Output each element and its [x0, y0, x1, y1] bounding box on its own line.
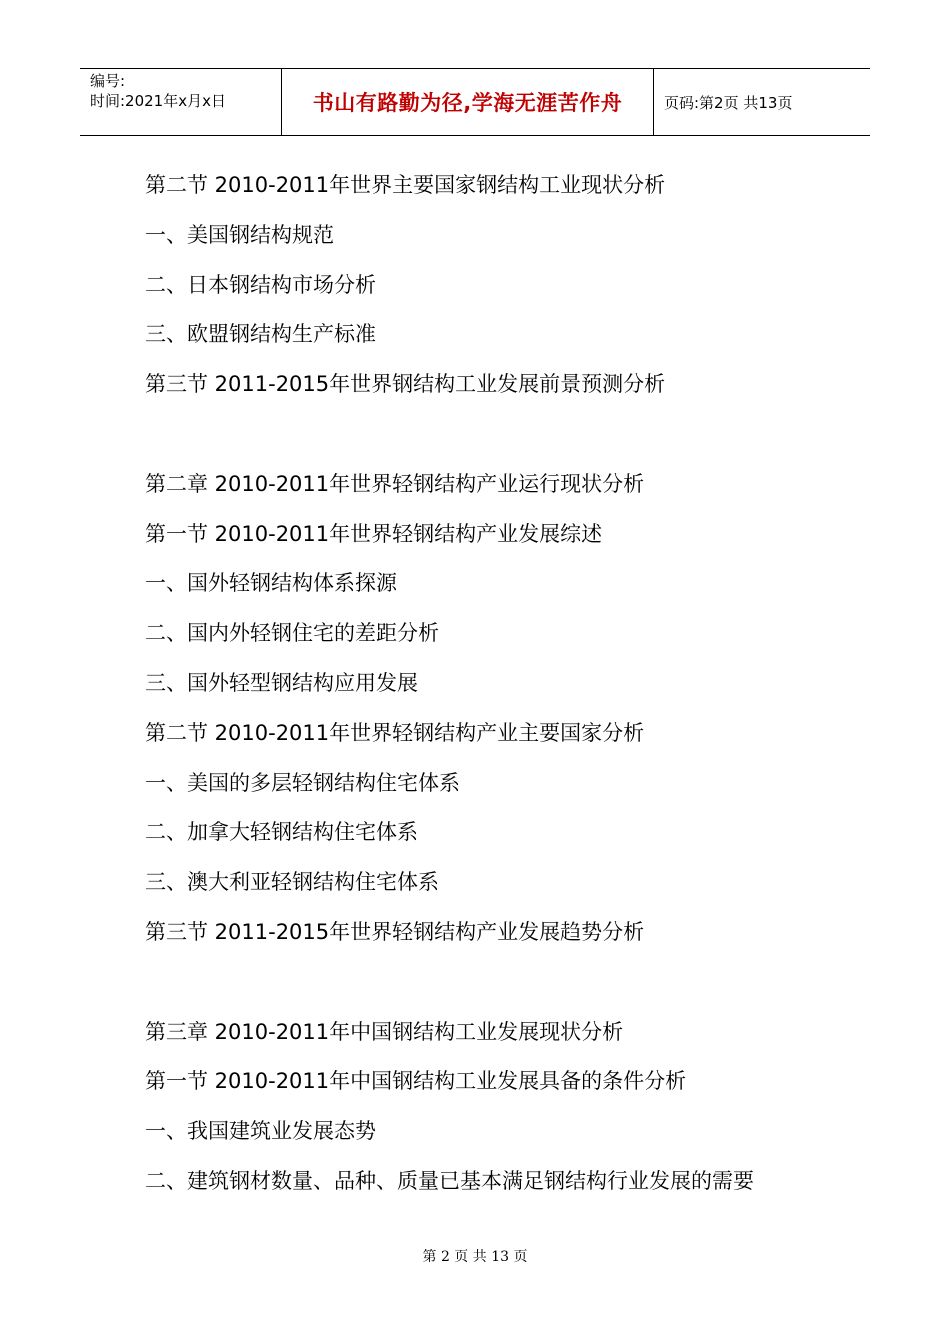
toc-line: 第二节 2010-2011年世界轻钢结构产业主要国家分析 [145, 720, 645, 745]
toc-line: 第三节 2011-2015年世界轻钢结构产业发展趋势分析 [145, 919, 645, 944]
toc-line: 二、加拿大轻钢结构住宅体系 [145, 820, 418, 845]
document-header [80, 68, 870, 136]
toc-line: 第一节 2010-2011年世界轻钢结构产业发展综述 [145, 521, 603, 546]
toc-line: 一、美国的多层轻钢结构住宅体系 [145, 770, 460, 795]
toc-line: 二、建筑钢材数量、品种、质量已基本满足钢结构行业发展的需要 [145, 1168, 754, 1193]
toc-line: 第一节 2010-2011年中国钢结构工业发展具备的条件分析 [145, 1069, 687, 1094]
document-date-label: 时间:2021年x月x日 [90, 92, 226, 110]
toc-line: 三、澳大利亚轻钢结构住宅体系 [145, 870, 439, 895]
header-page-info: 页码:第2页 共13页 [664, 93, 793, 112]
toc-line: 第二章 2010-2011年世界轻钢结构产业运行现状分析 [145, 471, 645, 496]
header-motto: 书山有路勤为径,学海无涯苦作舟 [282, 69, 654, 135]
toc-line: 三、国外轻型钢结构应用发展 [145, 670, 418, 695]
toc-line: 一、我国建筑业发展态势 [145, 1119, 376, 1144]
toc-line: 三、欧盟钢结构生产标准 [145, 322, 376, 347]
toc-blank-line [145, 965, 865, 1015]
toc-line: 一、国外轻钢结构体系探源 [145, 571, 397, 596]
toc-blank-line [145, 417, 865, 467]
header-meta [80, 69, 282, 135]
toc-line: 第三节 2011-2015年世界钢结构工业发展前景预测分析 [145, 372, 666, 397]
toc-line: 第二节 2010-2011年世界主要国家钢结构工业现状分析 [145, 173, 666, 197]
toc-line: 一、美国钢结构规范 [145, 222, 334, 247]
document-number-label: 编号: [90, 72, 126, 90]
table-of-contents [145, 168, 865, 1214]
toc-line: 二、日本钢结构市场分析 [145, 272, 376, 297]
page-footer: 第 2 页 共 13 页 [422, 1249, 528, 1265]
toc-line: 二、国内外轻钢住宅的差距分析 [145, 621, 439, 646]
toc-line: 第三章 2010-2011年中国钢结构工业发展现状分析 [145, 1019, 624, 1044]
